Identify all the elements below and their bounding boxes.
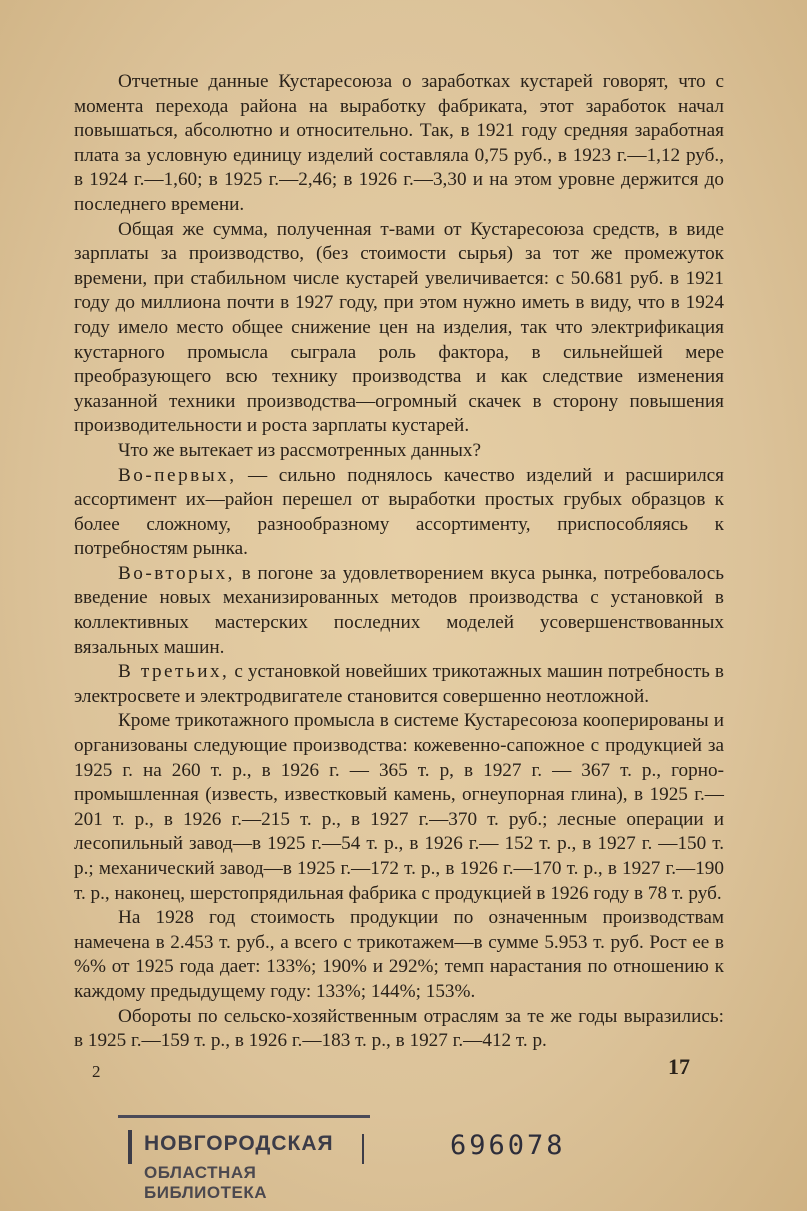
paragraph: На 1928 год стоимость продукции по означенным производствам намечена в 2.453 т. руб., а всего с трикотажем—в сумме 5.953 т. руб. Рост ее в %% от 1925 года дает: 133%; 190% и 292%; темп нарастания по отношению к каждому предыдущему году: 133%; 144%; 153%.: [74, 907, 724, 1002]
paragraph-rest: — сильно поднялось качество изделий и расширился ассортимент их—район перешел от выработки простых грубых образцов к более сложному, разнообразному ассортименту, приспособляясь к потребностям рынка.: [74, 464, 724, 560]
paragraph-rest: с установкой новейших трикотажных машин потребность в электросвете и электродвигателе становится совершенно неотложной.: [74, 661, 724, 707]
signature-mark: 2: [92, 1062, 101, 1081]
library-stamp: [118, 1115, 370, 1202]
paragraph-rest: в погоне за удовлетворением вкуса рынка, потребовалось введение новых механизированных методов производства с установкой в коллективных мастерских последних моделей усовершенствованных вязальных машин.: [74, 562, 724, 658]
paragraph-lead: Во-первых,: [118, 464, 237, 486]
paragraph: [74, 562, 724, 660]
paragraph: Отчетные данные Кустаресоюза о заработках кустарей говорят, что с момента перехода района на выработку фабриката, этот заработок начал повышаться, абсолютно и относительно. Так, в 1921 году средняя заработная плата за условную единицу изделий составляла 0,75 руб., в 1923 г.—1,12 руб., в 1924 г.—1,60; в 1925 г.—2,46; в 1926 г.—3,30 и на этом уровне держится до последнего времени.: [74, 71, 724, 215]
paragraph: Общая же сумма, полученная т-вами от Кустаресоюза средств, в виде зарплаты за производство, (без стоимости сырья) за тот же промежуток времени, при стабильном числе кустарей увеличивается: с 50.681 руб. в 1921 году до миллиона почти в 1927 году, при этом нужно иметь в виду, что в 1924 году имело место общее снижение цен на изделия, так что электрификация кустарного промысла сыграла роль фактора, в сильнейшей мере преобразующего всю технику производства и как следствие изменения указанной техники производства—огромный скачек в сторону повышения производительности и роста зарплаты кустарей.: [74, 218, 724, 437]
stamp-bracket-right: [362, 1134, 364, 1164]
body-text: [74, 70, 724, 1054]
stamp-line2: ОБЛАСТНАЯ БИБЛИОТЕКА: [144, 1163, 267, 1202]
inventory-number: 696078: [450, 1130, 566, 1161]
stamp-bracket-left: [128, 1130, 132, 1164]
paragraph: Что же вытекает из рассмотренных данных?: [118, 439, 482, 461]
paragraph-lead: В третьих,: [118, 661, 230, 683]
stamp-line1: НОВГОРОДСКАЯ: [144, 1132, 334, 1155]
paragraph: Обороты по сельско-хозяйственным отраслям за те же годы выразились: в 1925 г.—159 т. р., в 1926 г.—183 т. р., в 1927 г.—412 т. р.: [74, 1005, 724, 1052]
page-number: 17: [668, 1054, 690, 1079]
paragraph: Кроме трикотажного промысла в системе Кустаресоюза кооперированы и организованы следующие производства: кожевенно-сапожное с продукцией за 1925 г. на 260 т. р., в 1926 г. — 365 т. р, в 1927 г. — 367 т. р., горно-промышленная (известь, известковый камень, огнеупорная глина), в 1925 г.—201 т. р., в 1926 г.—215 т. р., в 1927 г.—370 т. руб.; лесные операции и лесопильный завод—в 1925 г.—54 т. р., в 1926 г.— 152 т. р., в 1927 г. —150 т. р.; механический завод—в 1925 г.—172 т. р., в 1926 г.—170 т. р., в 1927 г.—190 т. р., наконец, шерстопрядильная фабрика с продукцией в 1926 году в 78 т. руб.: [74, 710, 724, 904]
paragraph: [74, 464, 724, 562]
paragraph: [74, 660, 724, 709]
paragraph-lead: Во-вторых,: [118, 562, 235, 584]
